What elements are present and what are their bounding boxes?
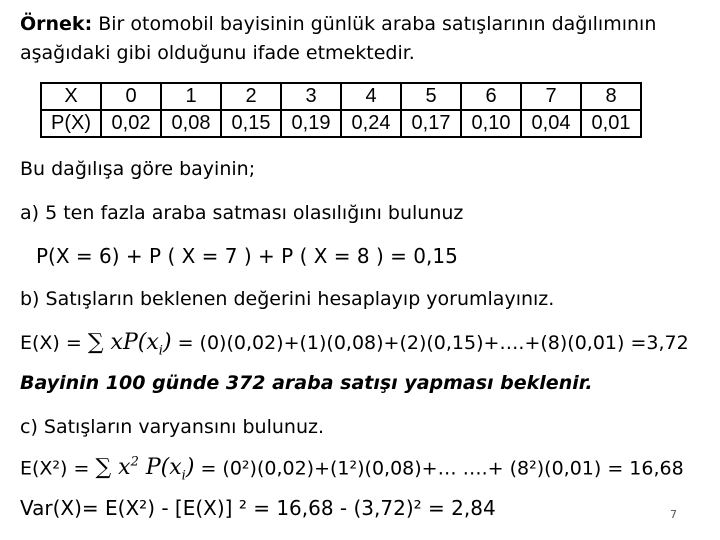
table-cell: 2	[221, 83, 281, 110]
table-cell: 0,24	[341, 110, 401, 137]
table-cell: 7	[521, 83, 581, 110]
table-cell: 0,17	[401, 110, 461, 137]
part-b-question: b) Satışların beklenen değerini hesaplayıp yorumlayınız.	[20, 288, 555, 310]
expected-value-line	[20, 330, 689, 358]
ex-lhs: E(X) =	[20, 332, 88, 354]
ex-formula: ∑ $xP(x_i)$	[87, 330, 172, 359]
ex2-formula: ∑ $x^2$ $P(x_i)$	[95, 455, 195, 484]
table-cell: 0,19	[281, 110, 341, 137]
table-cell: 0,01	[581, 110, 641, 137]
distribution-table	[40, 82, 642, 138]
ex2-lhs: E(X²) =	[20, 457, 96, 480]
table-cell: 0,04	[521, 110, 581, 137]
table-header-x: X	[41, 83, 101, 110]
table-row-p	[41, 110, 641, 137]
intro-text	[20, 10, 656, 68]
table-cell: 8	[581, 83, 641, 110]
intro-label: Örnek:	[20, 13, 93, 35]
table-cell: 5	[401, 83, 461, 110]
intro-line-1: Bir otomobil bayisinin günlük araba satışlarının dağılımının	[92, 13, 657, 35]
page-number: 7	[670, 508, 677, 521]
table-cell: 3	[281, 83, 341, 110]
part-a-question: a) 5 ten fazla araba satması olasılığını bulunuz	[20, 202, 464, 224]
part-c-question: c) Satışların varyansını bulunuz.	[20, 416, 325, 438]
variance-line: Var(X)= E(X²) - [E(X)] ² = 16,68 - (3,72)² = 2,84	[20, 496, 496, 520]
table-cell: 0,15	[221, 110, 281, 137]
intro-line-2: aşağıdaki gibi olduğunu ifade etmektedir.	[20, 42, 415, 64]
part-a-answer: P(X = 6) + P ( X = 7 ) + P ( X = 8 ) = 0,15	[36, 244, 458, 268]
table-cell: 1	[161, 83, 221, 110]
table-cell: 0	[101, 83, 161, 110]
ex2-rhs: = (0²)(0,02)+(1²)(0,08)+… ….+ (8²)(0,01) = 16,68	[200, 457, 684, 480]
table-header-p: P(X)	[41, 110, 101, 137]
ex-rhs: = (0)(0,02)+(1)(0,08)+(2)(0,15)+….+(8)(0,01) =3,72	[177, 332, 689, 354]
table-cell: 0,02	[101, 110, 161, 137]
table-cell: 6	[461, 83, 521, 110]
table-row-x	[41, 83, 641, 110]
interpretation-text: Bayinin 100 günde 372 araba satışı yapması beklenir.	[20, 372, 593, 394]
lead-text: Bu dağılışa göre bayinin;	[20, 158, 256, 180]
table-cell: 0,08	[161, 110, 221, 137]
table-cell: 4	[341, 83, 401, 110]
table-cell: 0,10	[461, 110, 521, 137]
second-moment-line	[20, 455, 684, 484]
